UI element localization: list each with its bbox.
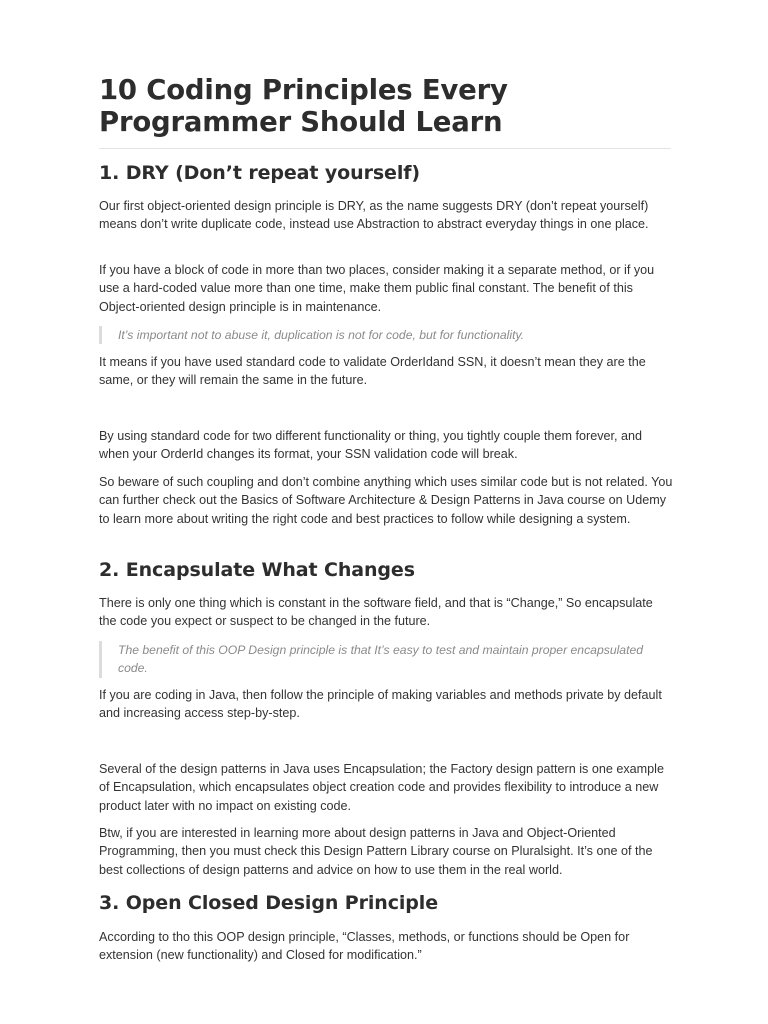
paragraph: According to tho this OOP design principle, “Classes, methods, or functions should be Open for extension (new functionality) and Closed for modification.” bbox=[99, 930, 630, 963]
paragraph: So beware of such coupling and don’t combine anything which uses similar code but is not related. You can further check out the Basics of Software Architecture & Design Patterns in Java course on Udemy to learn more about writing the right code and best practices to follow while designing a system. bbox=[99, 475, 673, 526]
blockquote bbox=[99, 641, 671, 678]
paragraph: There is only one thing which is constant in the software field, and that is “Change,” So encapsulate the code you expect or suspect to be changed in the future. bbox=[99, 596, 653, 629]
section-heading-encapsulate: 2. Encapsulate What Changes bbox=[99, 559, 415, 581]
paragraph: Several of the design patterns in Java uses Encapsulation; the Factory design pattern is one example of Encapsulation, which encapsulates object creation code and provides flexibility to introduce a new product later with no impact on existing code. bbox=[99, 762, 664, 813]
title-divider bbox=[99, 148, 671, 149]
paragraph: By using standard code for two different functionality or thing, you tightly couple them forever, and when your OrderId changes its format, your SSN validation code will break. bbox=[99, 429, 643, 462]
blockquote bbox=[99, 326, 671, 344]
quote-text: It’s important not to abuse it, duplication is not for code, but for functionality. bbox=[118, 328, 525, 342]
section-heading-open-closed: 3. Open Closed Design Principle bbox=[99, 892, 438, 914]
quote-text: The benefit of this OOP Design principle is that It’s easy to test and maintain proper encapsulated code. bbox=[118, 643, 644, 676]
paragraph: Btw, if you are interested in learning more about design patterns in Java and Object-Oriented Programming, then you must check this Design Pattern Library course on Pluralsight. It’s one of the best collections of design patterns and advice on how to use them in the real world. bbox=[99, 826, 653, 877]
paragraph: Our first object-oriented design principle is DRY, as the name suggests DRY (don’t repeat yourself) means don’t write duplicate code, instead use Abstraction to abstract everyday things in one place. bbox=[99, 199, 649, 232]
article-title: 10 Coding Principles Every Programmer Should Learn bbox=[99, 74, 508, 138]
paragraph: If you have a block of code in more than two places, consider making it a separate method, or if you use a hard-coded value more than one time, make them public final constant. The benefit of this Object-oriented design principle is in maintenance. bbox=[99, 263, 655, 314]
section-heading-dry: 1. DRY (Don’t repeat yourself) bbox=[99, 162, 420, 184]
paragraph: If you are coding in Java, then follow the principle of making variables and methods private by default and increasing access step-by-step. bbox=[99, 688, 662, 721]
paragraph: It means if you have used standard code to validate OrderIdand SSN, it doesn’t mean they are the same, or they will remain the same in the future. bbox=[99, 355, 646, 388]
